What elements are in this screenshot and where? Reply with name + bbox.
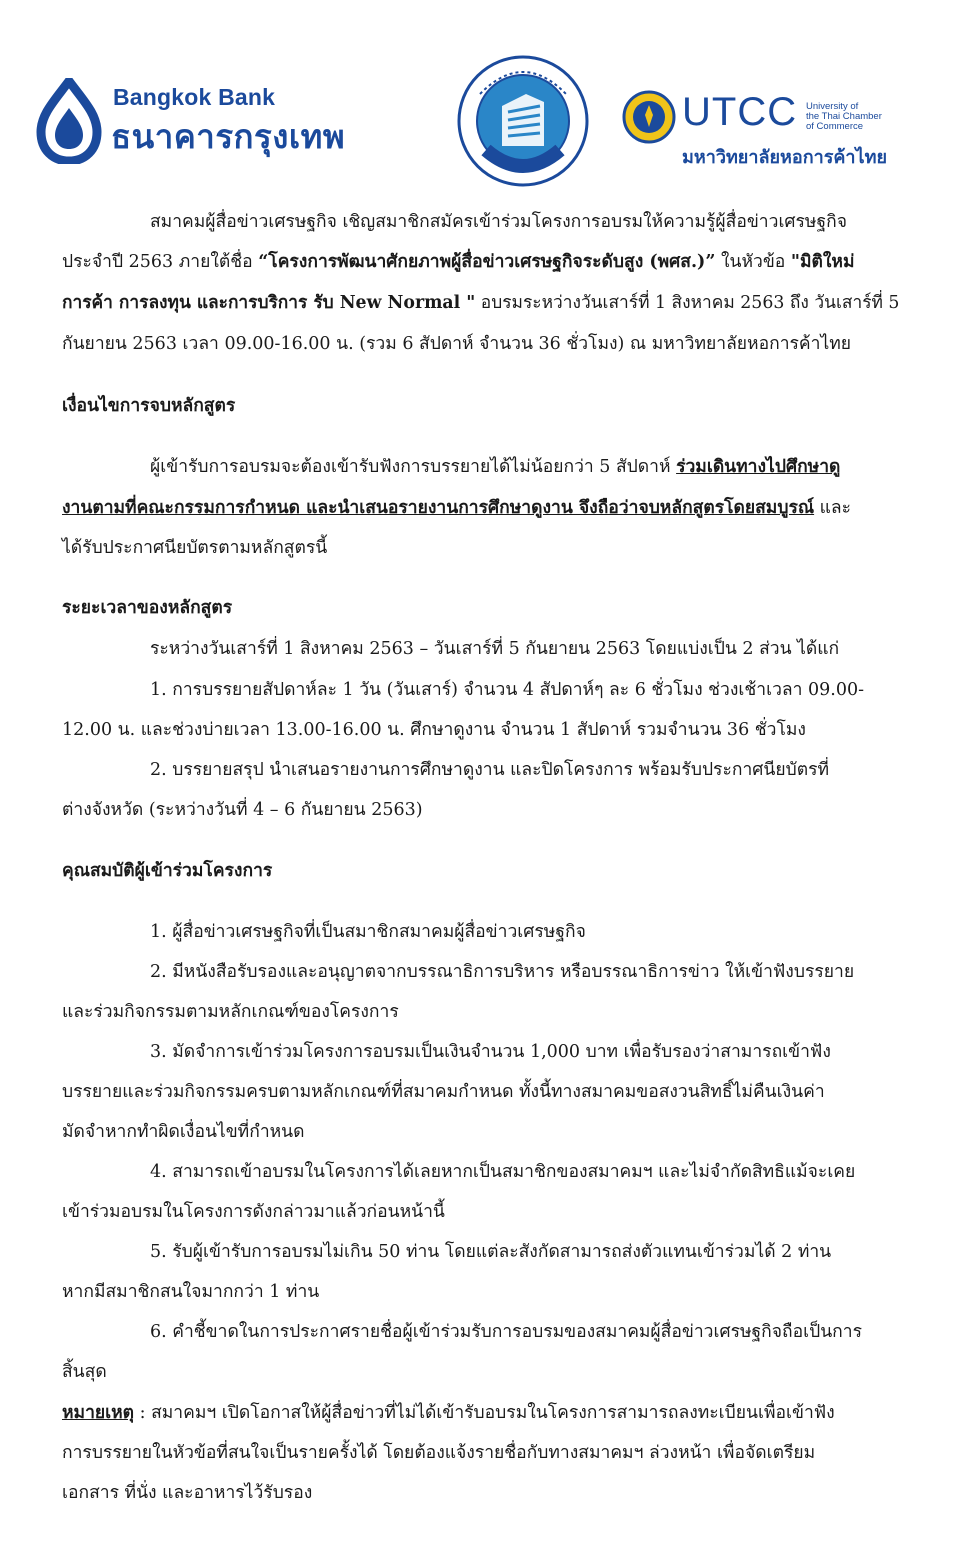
note-label: หมายเหตุ (62, 1403, 135, 1423)
completion-line: ผู้เข้ารับการอบรมจะต้องเข้ารับฟังการบรรยายได้ไม่น้อยกว่า 5 สัปดาห์ ร่วมเดินทางไปศึกษาดู (150, 457, 841, 477)
qualification-item: และร่วมกิจกรรมตามหลักเกณฑ์ของโครงการ (62, 1002, 399, 1022)
duration-line: ระหว่างวันเสาร์ที่ 1 สิงหาคม 2563 – วันเสาร์ที่ 5 กันยายน 2563 โดยแบ่งเป็น 2 ส่วน ได้แก่ (150, 639, 840, 659)
qualification-item: 3. มัดจำการเข้าร่วมโครงการอบรมเป็นเงินจำนวน 1,000 บาท เพื่อรับรองว่าสามารถเข้าฟัง (150, 1042, 831, 1062)
completion-line: ได้รับประกาศนียบัตรตามหลักสูตรนี้ (62, 538, 328, 558)
intro-line: กันยายน 2563 เวลา 09.00-16.00 น. (รวม 6 สัปดาห์ จำนวน 36 ชั่วโมง) ณ มหาวิทยาลัยหอการค้าไทย (62, 334, 852, 354)
section-heading-duration: ระยะเวลาของหลักสูตร (62, 598, 233, 618)
utcc-english-name: University of the Thai Chamber of Commerce (806, 101, 882, 132)
section-heading-qualifications: คุณสมบัติผู้เข้าร่วมโครงการ (62, 861, 273, 881)
qualification-item: 2. มีหนังสือรับรองและอนุญาตจากบรรณาธิการบริหาร หรือบรรณาธิการข่าว ให้เข้าฟังบรรยาย (150, 962, 855, 982)
bangkok-bank-english-name: Bangkok Bank (113, 84, 276, 110)
qualification-item: 5. รับผู้เข้ารับการอบรมไม่เกิน 50 ท่าน โดยแต่ละสังกัดสามารถส่งตัวแทนเข้าร่วมได้ 2 ท่าน (150, 1242, 832, 1262)
qualification-item: บรรยายและร่วมกิจกรรมครบตามหลักเกณฑ์ที่สมาคมกำหนด ทั้งนี้ทางสมาคมขอสงวนสิทธิ์ไม่คืนเงินค่า (62, 1082, 825, 1102)
utcc-wordmark: UTCC (682, 90, 798, 134)
note-line: การบรรยายในหัวข้อที่สนใจเป็นรายครั้งได้ โดยต้องแจ้งรายชื่อกับทางสมาคมฯ ล่วงหน้า เพื่อจัดเตรียม (62, 1443, 816, 1463)
duration-item: ต่างจังหวัด (ระหว่างวันที่ 4 – 6 กันยายน 2563) (62, 800, 423, 820)
qualification-item: มัดจำหากทำผิดเงื่อนไขที่กำหนด (62, 1122, 305, 1142)
note-line: เอกสาร ที่นั่ง และอาหารไว้รับรอง (62, 1483, 313, 1503)
qualification-item: 1. ผู้สื่อข่าวเศรษฐกิจที่เป็นสมาชิกสมาคมผู้สื่อข่าวเศรษฐกิจ (150, 922, 586, 942)
intro-line: ประจำปี 2563 ภายใต้ชื่อ “โครงการพัฒนาศักยภาพผู้สื่อข่าวเศรษฐกิจระดับสูง (พศส.)” ในหัวข้อ "มิติใหม่ (62, 252, 855, 272)
duration-item: 12.00 น. และช่วงบ่ายเวลา 13.00-16.00 น. ศึกษาดูงาน จำนวน 1 สัปดาห์ รวมจำนวน 36 ชั่วโมง (62, 720, 806, 740)
project-name: “โครงการพัฒนาศักยภาพผู้สื่อข่าวเศรษฐกิจระดับสูง (พศส.)” (258, 252, 716, 272)
qualification-item: เข้าร่วมอบรมในโครงการดังกล่าวมาแล้วก่อนหน้านี้ (62, 1202, 445, 1222)
completion-requirement: งานตามที่คณะกรรมการกำหนด และนำเสนอรายงานการศึกษาดูงาน จึงถือว่าจบหลักสูตรโดยสมบูรณ์ (62, 498, 815, 518)
completion-requirement: ร่วมเดินทางไปศึกษาดู (676, 457, 841, 477)
qualification-item: 4. สามารถเข้าอบรมในโครงการได้เลยหากเป็นสมาชิกของสมาคมฯ และไม่จำกัดสิทธิแม้จะเคย (150, 1162, 856, 1182)
note-line: หมายเหตุ : สมาคมฯ เปิดโอกาสให้ผู้สื่อข่าวที่ไม่ได้เข้ารับอบรมในโครงการสามารถลงทะเบียนเพื่อเข้าฟัง (62, 1403, 835, 1423)
qualification-item: 6. คำชี้ขาดในการประกาศรายชื่อผู้เข้าร่วมรับการอบรมของสมาคมผู้สื่อข่าวเศรษฐกิจถือเป็นการ (150, 1322, 863, 1342)
duration-item: 1. การบรรยายสัปดาห์ละ 1 วัน (วันเสาร์) จำนวน 4 สัปดาห์ๆ ละ 6 ชั่วโมง ช่วงเช้าเวลา 09.00- (150, 680, 865, 700)
topic-title: "มิติใหม่ (790, 252, 855, 272)
bangkok-bank-thai-name: ธนาคารกรุงเทพ (111, 117, 346, 156)
topic-title: การค้า การลงทุน และการบริการ รับ New Normal " (62, 293, 476, 313)
duration-item: 2. บรรยายสรุป นำเสนอรายงานการศึกษาดูงาน และปิดโครงการ พร้อมรับประกาศนียบัตรที่ (150, 760, 830, 780)
qualification-item: สิ้นสุด (62, 1362, 107, 1382)
completion-line: งานตามที่คณะกรรมการกำหนด และนำเสนอรายงานการศึกษาดูงาน จึงถือว่าจบหลักสูตรโดยสมบูรณ์ และ (62, 498, 852, 518)
section-heading-completion: เงื่อนไขการจบหลักสูตร (62, 396, 236, 416)
qualification-item: หากมีสมาชิกสนใจมากกว่า 1 ท่าน (62, 1282, 320, 1302)
utcc-thai-name: มหาวิทยาลัยหอการค้าไทย (682, 147, 888, 168)
intro-line: การค้า การลงทุน และการบริการ รับ New Normal " อบรมระหว่างวันเสาร์ที่ 1 สิงหาคม 2563 ถึง วันเสาร์ที่ 5 (62, 293, 900, 313)
intro-line: สมาคมผู้สื่อข่าวเศรษฐกิจ เชิญสมาชิกสมัครเข้าร่วมโครงการอบรมให้ความรู้ผู้สื่อข่าวเศรษฐกิจ (150, 212, 847, 232)
